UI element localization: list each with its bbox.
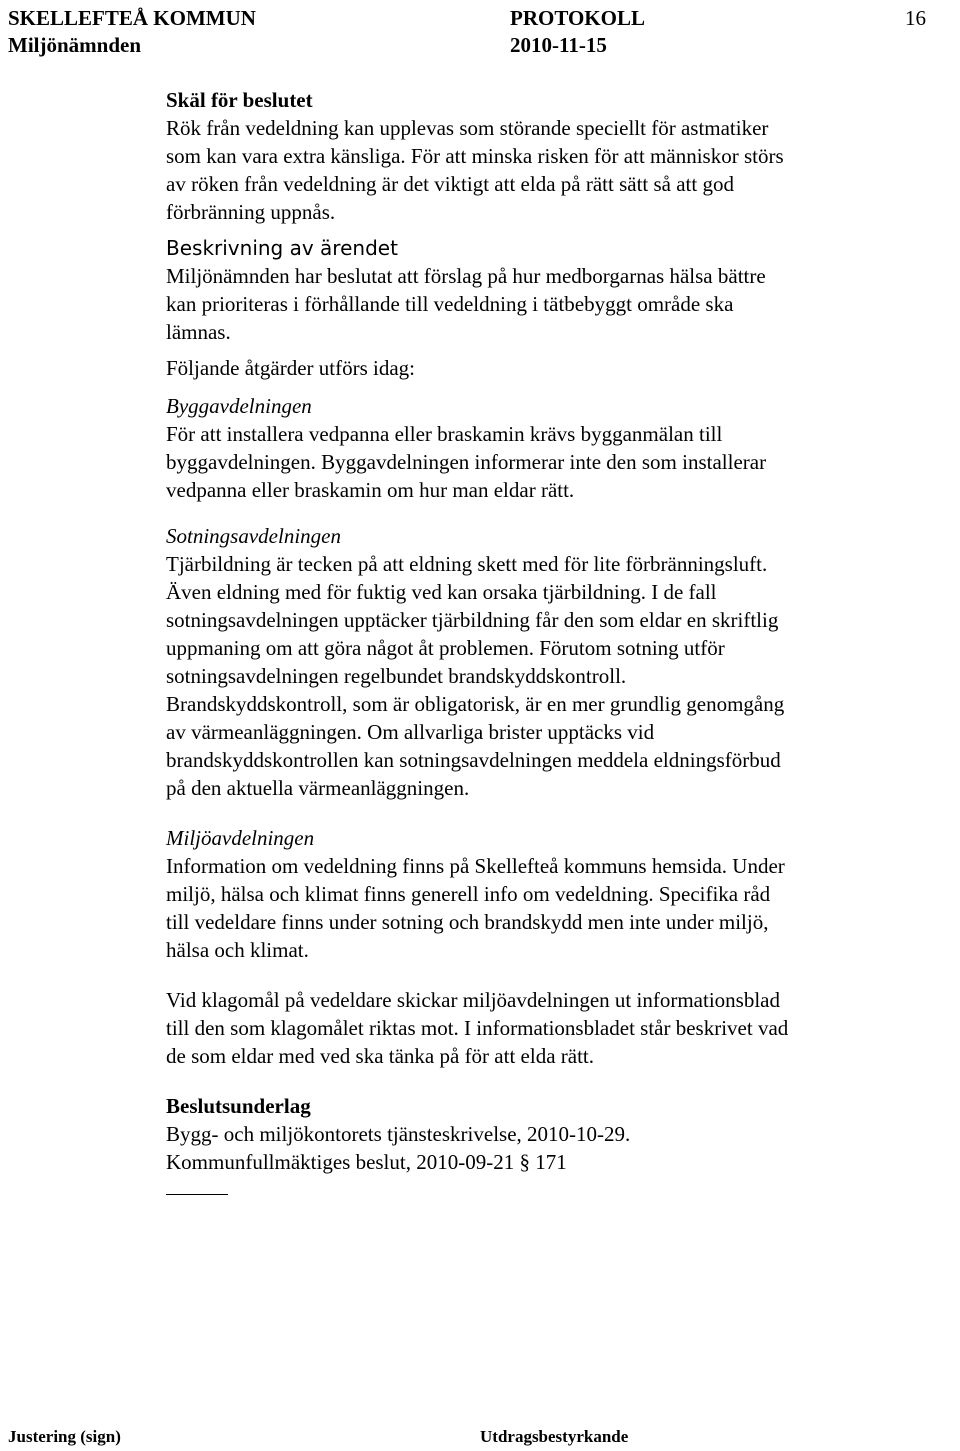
text-line: Information om vedeldning finns på Skellefteå kommuns hemsida. Under — [166, 854, 785, 878]
document-type: PROTOKOLL — [510, 6, 645, 30]
heading-sotning: Sotningsavdelningen — [166, 524, 341, 548]
footer-utdragsbestyrkande: Utdragsbestyrkande — [480, 1427, 629, 1446]
text-line: Brandskyddskontroll, som är obligatorisk, är en mer grundlig genomgång — [166, 692, 785, 716]
heading-skal: Skäl för beslutet — [166, 88, 313, 112]
text-line: uppmaning om att göra något åt problemen. Förutom sotning utför — [166, 636, 725, 660]
section-miljo — [166, 824, 906, 1070]
section-bygg — [166, 392, 906, 504]
section-skal — [166, 86, 906, 226]
text-line: till den som klagomålet riktas mot. I informationsbladet står beskrivet vad — [166, 1016, 789, 1040]
text-line: som kan vara extra känsliga. För att minska risken för att människor störs — [166, 144, 784, 168]
end-rule — [166, 1194, 228, 1195]
paragraph-klagomal — [166, 986, 906, 1070]
heading-bygg: Byggavdelningen — [166, 394, 312, 418]
text-line: av röken från vedeldning är det viktigt att elda på rätt sätt så att god — [166, 172, 734, 196]
committee-name: Miljönämnden — [8, 33, 142, 57]
heading-beslutsunderlag: Beslutsunderlag — [166, 1094, 311, 1118]
text-line: miljö, hälsa och klimat finns generell info om vedeldning. Specifika råd — [166, 882, 771, 906]
heading-miljo: Miljöavdelningen — [166, 826, 315, 850]
text-line: hälsa och klimat. — [166, 938, 309, 962]
section-beslutsunderlag — [166, 1092, 906, 1195]
text-line: sotningsavdelningen regelbundet brandskyddskontroll. — [166, 664, 627, 688]
text-line: kan prioriteras i förhållande till vedeldning i tätbebyggt område ska — [166, 292, 734, 316]
section-sotning — [166, 522, 906, 802]
organization-name: SKELLEFTEÅ KOMMUN — [8, 6, 256, 30]
paragraph-beslutsunderlag — [166, 1120, 906, 1176]
text-line: Kommunfullmäktiges beslut, 2010-09-21 § 171 — [166, 1150, 567, 1174]
text-line: vedpanna eller braskamin om hur man eldar rätt. — [166, 478, 575, 502]
text-line: sotningsavdelningen upptäcker tjärbildning får den som eldar en skriftlig — [166, 608, 779, 632]
paragraph-skal — [166, 114, 906, 226]
text-line: av värmeanläggningen. Om allvarliga brister upptäcks vid — [166, 720, 655, 744]
text-line: till vedeldare finns under sotning och brandskydd men inte under miljö, — [166, 910, 769, 934]
text-line: Rök från vedeldning kan upplevas som störande speciellt för astmatiker — [166, 116, 769, 140]
document-body — [166, 86, 906, 1195]
text-line: byggavdelningen. Byggavdelningen informerar inte den som installerar — [166, 450, 767, 474]
text-line: För att installera vedpanna eller braskamin krävs bygganmälan till — [166, 422, 723, 446]
footer-justering: Justering (sign) — [8, 1427, 121, 1446]
heading-beskrivning: Beskrivning av ärendet — [166, 236, 398, 260]
paragraph-miljo — [166, 852, 906, 964]
text-line: Tjärbildning är tecken på att eldning skett med för lite förbränningsluft. — [166, 552, 768, 576]
text-line: Miljönämnden har beslutat att förslag på hur medborgarnas hälsa bättre — [166, 264, 766, 288]
meeting-date: 2010-11-15 — [510, 33, 607, 57]
text-line: Även eldning med för fuktig ved kan orsaka tjärbildning. I de fall — [166, 580, 717, 604]
text-line: de som eldar med ved ska tänka på för att elda rätt. — [166, 1044, 594, 1068]
text-line: brandskyddskontrollen kan sotningsavdelningen meddela eldningsförbud — [166, 748, 781, 772]
paragraph-beskrivning — [166, 262, 906, 346]
paragraph-bygg — [166, 420, 906, 504]
text-line: Vid klagomål på vedeldare skickar miljöavdelningen ut informationsblad — [166, 988, 780, 1012]
text-line: förbränning uppnås. — [166, 200, 336, 224]
text-line: på den aktuella värmeanläggningen. — [166, 776, 470, 800]
paragraph-sotning — [166, 550, 906, 802]
text-line: Bygg- och miljökontorets tjänsteskrivelse, 2010-10-29. — [166, 1122, 631, 1146]
text-line: lämnas. — [166, 320, 231, 344]
section-beskrivning — [166, 234, 906, 382]
page-number: 16 — [905, 6, 926, 30]
intro-text: Följande åtgärder utförs idag: — [166, 356, 416, 380]
